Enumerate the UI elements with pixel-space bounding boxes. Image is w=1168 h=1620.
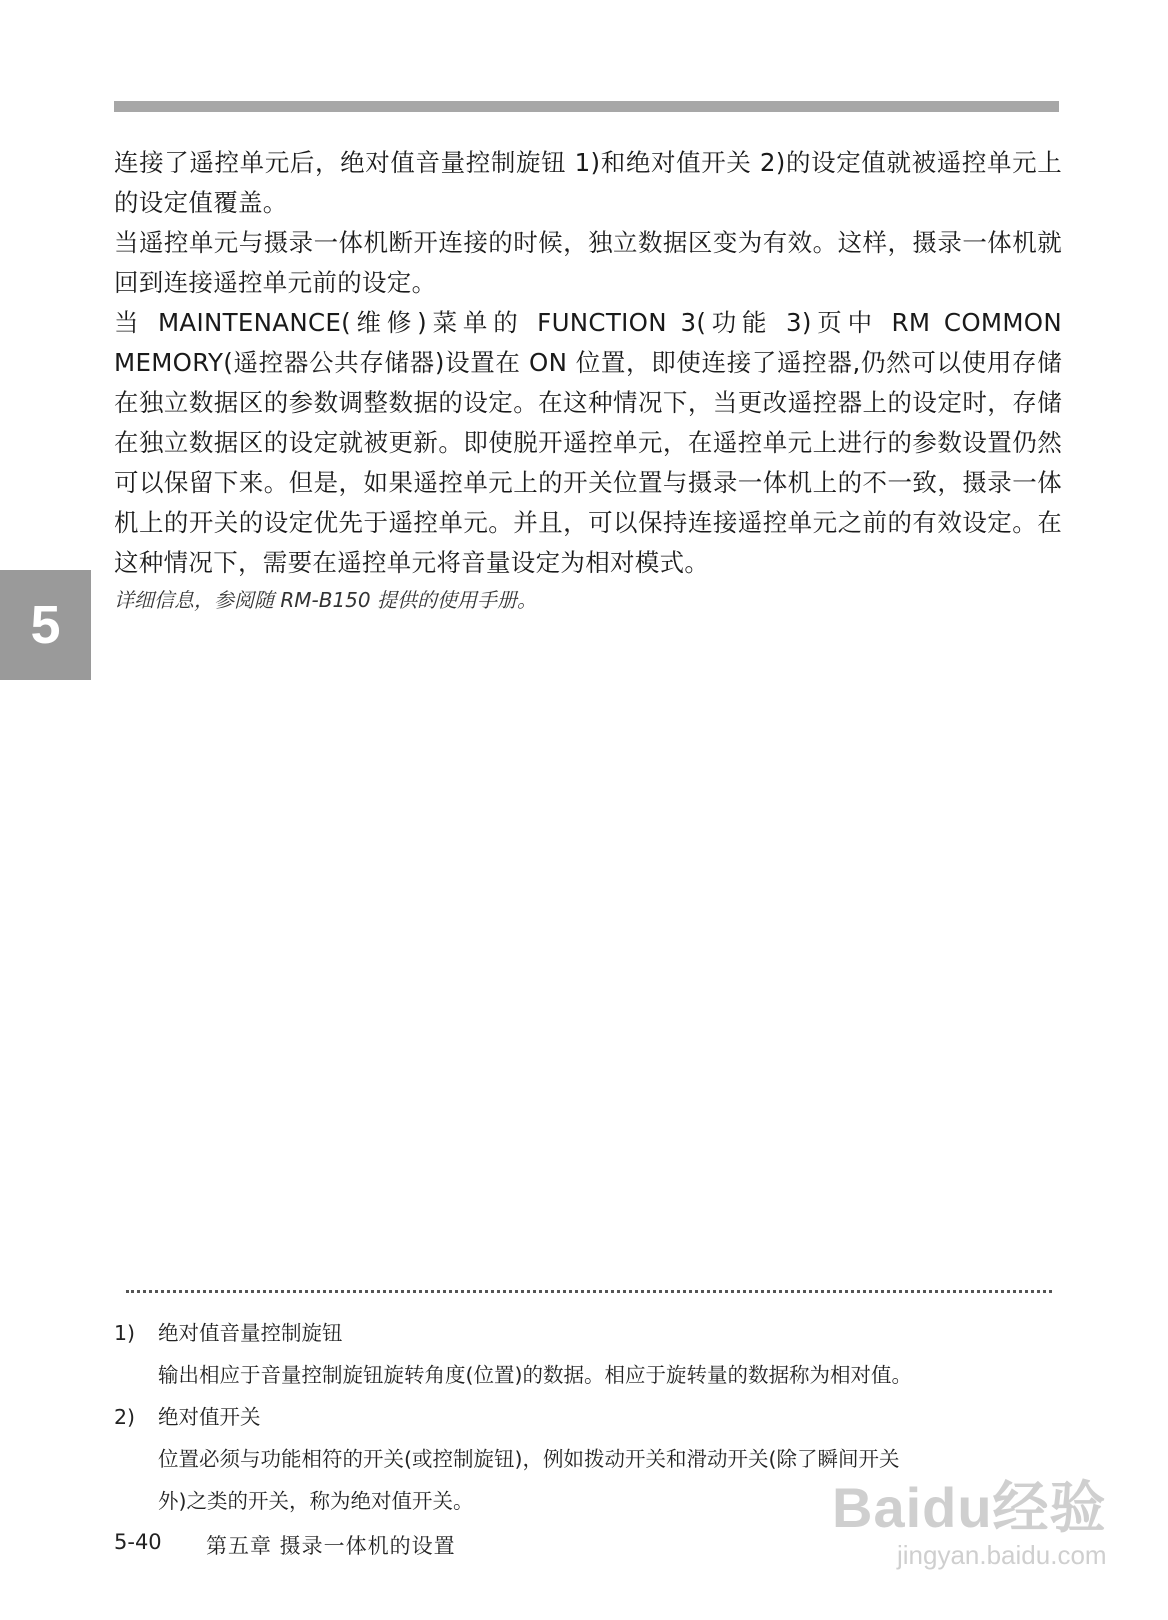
footnote-number: 1) — [114, 1321, 136, 1345]
footnote-separator — [126, 1290, 1052, 1293]
page-number: 5-40 — [114, 1530, 162, 1554]
watermark-logo: Baidu经验 — [832, 1476, 1107, 1539]
body-paragraph: 当 MAINTENANCE(维修)菜单的 FUNCTION 3(功能 3)页中 RM COMMON MEMORY(遥控器公共存储器)设置在 ON 位置，即使连接了遥控器,仍然可以使用存储在独立数据区的参数调整数据的设定。在这种情况下，当更改遥控器上的设定时，存储在独立数据区的设定就被更新。即使脱开遥控单元，在遥控单元上进行的参数设置仍然可以保留下来。但是，如果遥控单元上的开关位置与摄录一体机上的不一致，摄录一体机上的开关的设定优先于遥控单元。并且，可以保持连接遥控单元之前的有效设定。在这种情况下，需要在遥控单元将音量设定为相对模式。 — [114, 308, 1062, 577]
footnote-term: 绝对值音量控制旋钮 — [158, 1321, 343, 1345]
chapter-tab — [0, 570, 91, 680]
footnote-description: 输出相应于音量控制旋钮旋转角度(位置)的数据。相应于旋转量的数据称为相对值。 — [158, 1363, 912, 1387]
watermark-url: jingyan.baidu.com — [896, 1540, 1107, 1570]
footnote-heading — [114, 1396, 1064, 1438]
body-paragraph: 连接了遥控单元后，绝对值音量控制旋钮 1)和绝对值开关 2)的设定值就被遥控单元上的设定值覆盖。 — [114, 148, 1062, 217]
body-text — [114, 143, 1062, 615]
footnote-description: 外)之类的开关，称为绝对值开关。 — [158, 1489, 474, 1513]
header-rule — [114, 101, 1059, 112]
footer-chapter-title: 第五章 摄录一体机的设置 — [206, 1534, 456, 1558]
chapter-tab-number: 5 — [30, 595, 61, 655]
reference-note: 详细信息，参阅随 RM-B150 提供的使用手册。 — [114, 588, 537, 612]
page-footer — [114, 1530, 456, 1560]
body-paragraph: 当遥控单元与摄录一体机断开连接的时候，独立数据区变为有效。这样，摄录一体机就回到连接遥控单元前的设定。 — [114, 228, 1062, 297]
baidu-watermark — [832, 1476, 1107, 1571]
footnote-number: 2) — [114, 1405, 136, 1429]
footnote-description: 位置必须与功能相符的开关(或控制旋钮)，例如拨动开关和滑动开关(除了瞬间开关 — [158, 1447, 900, 1471]
footnote-heading — [114, 1312, 1064, 1354]
footnote-term: 绝对值开关 — [158, 1405, 261, 1429]
